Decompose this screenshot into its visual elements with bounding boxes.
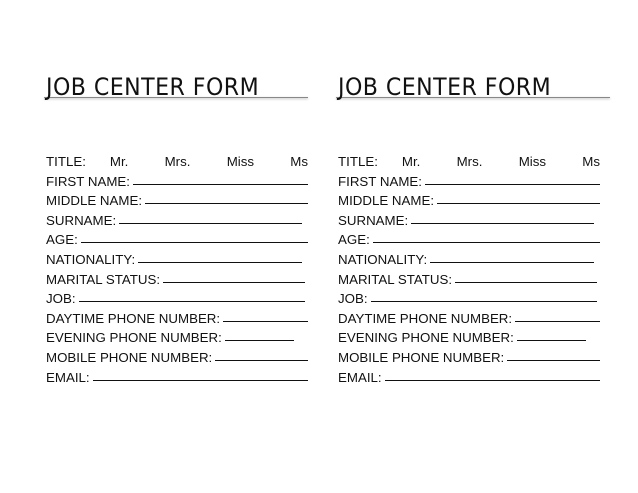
form-heading-wrap (46, 72, 308, 106)
surname-line[interactable] (411, 210, 594, 224)
title-options (402, 152, 600, 172)
field-label: EMAIL: (46, 369, 90, 385)
field-label: NATIONALITY: (338, 251, 428, 267)
field-label: DAYTIME PHONE NUMBER: (46, 310, 221, 326)
job-line[interactable] (79, 288, 305, 302)
job-line[interactable] (371, 288, 597, 302)
field-first-name (338, 172, 600, 192)
evening-phone-line[interactable] (225, 327, 294, 341)
title-label: TITLE: (338, 154, 378, 169)
title-option-miss[interactable]: Miss (518, 154, 547, 169)
email-line[interactable] (385, 367, 600, 381)
field-label: MOBILE PHONE NUMBER: (46, 349, 213, 365)
field-marital-status (338, 270, 600, 290)
field-label: MIDDLE NAME: (338, 193, 435, 209)
title-option-mrs[interactable]: Mrs. (456, 154, 483, 169)
middle-name-line[interactable] (145, 190, 308, 204)
field-label: SURNAME: (46, 212, 117, 228)
field-age (46, 230, 308, 250)
field-age (338, 230, 600, 250)
title-row (338, 152, 600, 172)
field-label: AGE: (338, 232, 370, 248)
field-middle-name (46, 191, 308, 211)
field-label: EMAIL: (338, 369, 382, 385)
field-label: MOBILE PHONE NUMBER: (338, 349, 505, 365)
nationality-line[interactable] (430, 249, 594, 263)
field-label: EVENING PHONE NUMBER: (338, 330, 514, 346)
field-job (46, 289, 308, 309)
evening-phone-line[interactable] (517, 327, 586, 341)
form-heading-wrap (338, 72, 600, 106)
field-label: MARITAL STATUS: (338, 271, 453, 287)
field-surname (338, 211, 600, 231)
title-option-ms[interactable]: Ms (290, 154, 308, 169)
field-evening-phone (46, 328, 308, 348)
middle-name-line[interactable] (437, 190, 600, 204)
title-option-mr[interactable]: Mr. (401, 154, 421, 169)
field-label: EVENING PHONE NUMBER: (46, 330, 222, 346)
title-label: TITLE: (46, 154, 86, 169)
mobile-phone-line[interactable] (215, 347, 308, 361)
age-line[interactable] (81, 229, 308, 243)
marital-status-line[interactable] (163, 269, 305, 283)
form-fields (338, 152, 600, 387)
field-email (46, 368, 308, 388)
title-option-mrs[interactable]: Mrs. (164, 154, 191, 169)
marital-status-line[interactable] (455, 269, 597, 283)
field-label: NATIONALITY: (46, 251, 136, 267)
field-nationality (46, 250, 308, 270)
surname-line[interactable] (119, 210, 302, 224)
field-label: FIRST NAME: (338, 173, 422, 189)
field-daytime-phone (46, 309, 308, 329)
title-option-ms[interactable]: Ms (582, 154, 600, 169)
field-label: AGE: (46, 232, 78, 248)
first-name-line[interactable] (425, 171, 600, 185)
job-center-form-right (338, 72, 600, 387)
field-email (338, 368, 600, 388)
field-label: JOB: (338, 291, 368, 307)
field-label: DAYTIME PHONE NUMBER: (338, 310, 513, 326)
field-mobile-phone (46, 348, 308, 368)
field-job (338, 289, 600, 309)
title-option-miss[interactable]: Miss (226, 154, 255, 169)
title-option-mr[interactable]: Mr. (109, 154, 129, 169)
nationality-line[interactable] (138, 249, 302, 263)
field-label: JOB: (46, 291, 76, 307)
field-label: MARITAL STATUS: (46, 271, 161, 287)
mobile-phone-line[interactable] (507, 347, 600, 361)
title-row (46, 152, 308, 172)
field-label: MIDDLE NAME: (46, 193, 143, 209)
field-first-name (46, 172, 308, 192)
field-label: SURNAME: (338, 212, 409, 228)
field-daytime-phone (338, 309, 600, 329)
form-heading: JOB CENTER FORM (338, 73, 552, 101)
field-mobile-phone (338, 348, 600, 368)
title-options (110, 152, 308, 172)
field-middle-name (338, 191, 600, 211)
form-fields (46, 152, 308, 387)
age-line[interactable] (373, 229, 600, 243)
form-heading: JOB CENTER FORM (46, 73, 260, 101)
email-line[interactable] (93, 367, 308, 381)
daytime-phone-line[interactable] (515, 308, 600, 322)
daytime-phone-line[interactable] (223, 308, 308, 322)
field-evening-phone (338, 328, 600, 348)
field-label: FIRST NAME: (46, 173, 130, 189)
field-surname (46, 211, 308, 231)
field-marital-status (46, 270, 308, 290)
job-center-form-left (46, 72, 308, 387)
field-nationality (338, 250, 600, 270)
first-name-line[interactable] (133, 171, 308, 185)
